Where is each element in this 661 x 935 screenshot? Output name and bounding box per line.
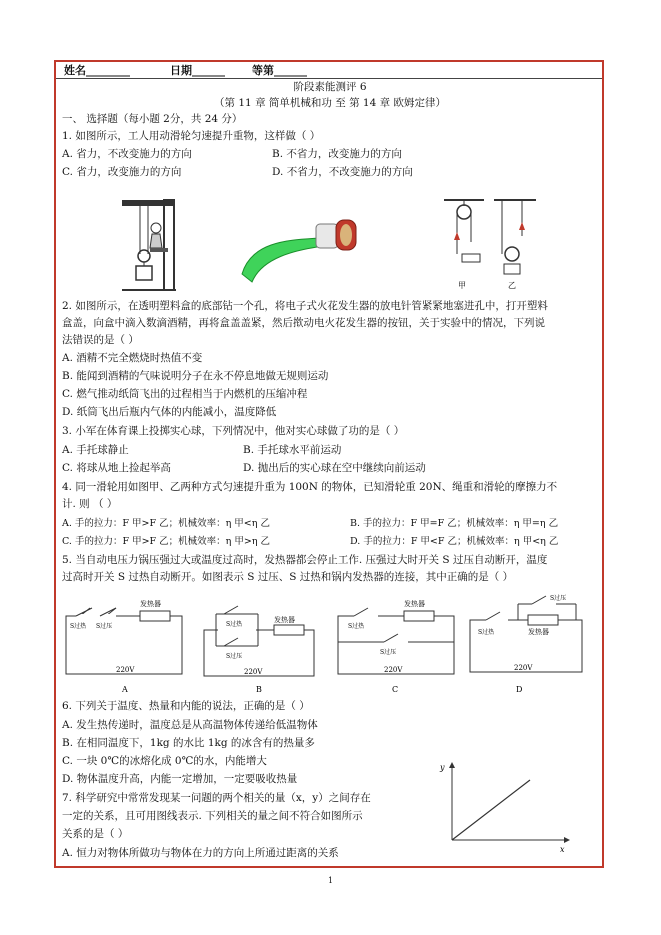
class-field: 等第______: [252, 64, 307, 77]
q5-line-2: 过高时开关 S 过热自动断开。如图表示 S 过压、S 过热和锅内发热器的连接，其中正确的是（ ）: [62, 571, 514, 583]
circuit-a-voltage: 220V: [116, 666, 135, 674]
circuit-b-voltage: 220V: [244, 668, 263, 676]
q1-option-b: B. 不省力，改变施力的方向: [272, 148, 402, 160]
q7-option-a: A. 恒力对物体所做功与物体在力的方向上所通过距离的关系: [62, 847, 339, 859]
q3-option-c: C. 将球从地上捡起举高: [62, 462, 171, 474]
q4-option-a: A. 手的拉力：F 甲>F 乙；机械效率：η 甲<η 乙: [62, 518, 270, 529]
page-number: 1: [327, 876, 334, 885]
q2-line-2: 盒盖，向盒中滴入数滴酒精，再将盒盖盖紧，然后揿动电火花发生器的按钮，关于实验中的情况，下列说: [62, 317, 545, 329]
q1-option-c: C. 省力，改变施力的方向: [62, 166, 182, 178]
q4-line-1: 4. 同一滑轮用如图甲、乙两种方式匀速提升重为 100N 的物体，已知滑轮重 20N、绳重和滑轮的摩擦力不: [62, 481, 558, 493]
q1-stem: 1. 如图所示，工人用动滑轮匀速提升重物，这样做（ ）: [62, 130, 321, 142]
q7-graph: [440, 760, 580, 852]
q4-line-2: 计. 则 （ ）: [62, 498, 118, 510]
circuit-a-label: A: [122, 685, 128, 694]
circuit-b: [198, 596, 323, 696]
q3-option-b: B. 手托球水平前运动: [243, 444, 342, 456]
q1-option-a: A. 省力，不改变施力的方向: [62, 148, 192, 160]
label-yi: 乙: [508, 281, 516, 290]
circuit-d-s-press: S过压: [550, 595, 567, 602]
q3-option-a: A. 手托球静止: [62, 444, 129, 456]
circuit-c-label: C: [392, 685, 399, 694]
circuit-b-s-press: S过压: [226, 653, 243, 660]
circuit-a: [62, 596, 187, 696]
q1-option-d: D. 不省力，不改变施力的方向: [272, 166, 413, 178]
q2-line-1: 2. 如图所示，在透明塑料盒的底部钻一个孔，将电子式火花发生器的放电针管紧紧地塞进孔中，打开塑料: [62, 300, 548, 312]
circuit-d-label: D: [516, 685, 523, 694]
circuit-d-voltage: 220V: [514, 664, 533, 672]
circuit-a-heater: 发热器: [140, 600, 161, 608]
pulley-jia-yi-figure: [440, 196, 540, 292]
q6-option-b: B. 在相同温度下，1kg 的水比 1kg 的冰含有的热量多: [62, 737, 315, 749]
q3-option-d: D. 抛出后的实心球在空中继续向前运动: [243, 462, 426, 474]
label-jia: 甲: [458, 281, 466, 290]
worker-pulley-figure: [120, 196, 180, 296]
name-field: 姓名________: [64, 64, 130, 77]
circuit-a-s-press: S过压: [96, 623, 113, 630]
q7-axis-x: x: [560, 845, 565, 854]
q4-option-d: D. 手的拉力：F 甲<F 乙；机械效率：η 甲<η 乙: [350, 536, 559, 547]
q7-line-3: 关系的是（ ）: [62, 828, 129, 840]
circuit-d: [466, 590, 591, 696]
q7-graph-line: [452, 780, 530, 840]
q6-option-d: D. 物体温度升高，内能一定增加，一定要吸收热量: [62, 773, 298, 785]
q7-line-1: 7. 科学研究中常常发现某一问题的两个相关的量（x，y）之间存在: [62, 792, 371, 804]
page-subtitle: （第 11 章 简单机械和功 至 第 14 章 欧姆定律）: [214, 97, 446, 109]
circuit-b-label: B: [256, 685, 262, 694]
circuit-c-heater: 发热器: [404, 600, 425, 608]
q3-stem: 3. 小军在体育课上投掷实心球，下列情况中，他对实心球做了功的是（ ）: [62, 425, 405, 437]
page-title: 阶段素能测评 6: [293, 81, 367, 93]
q6-option-c: C. 一块 0℃的冰熔化成 0℃的水，内能增大: [62, 755, 267, 767]
header-rule: [56, 78, 602, 79]
spark-bottle-figure: [232, 210, 362, 290]
header-fields: [60, 62, 600, 76]
circuit-c-s-press: S过压: [380, 649, 397, 656]
q4-option-c: C. 手的拉力：F 甲>F 乙；机械效率：η 甲>η 乙: [62, 536, 271, 547]
q6-option-a: A. 发生热传递时，温度总是从高温物体传递给低温物体: [62, 719, 318, 731]
circuit-a-s-heat: S过热: [70, 623, 87, 630]
q5-line-1: 5. 当自动电压力锅压强过大或温度过高时，发热器都会停止工作. 压强过大时开关 S 过压自动断开，温度: [62, 554, 548, 566]
circuit-c-voltage: 220V: [384, 666, 403, 674]
q2-option-b: B. 能闻到酒精的气味说明分子在永不停息地做无规则运动: [62, 370, 329, 382]
circuit-d-heater: 发热器: [528, 628, 549, 636]
q7-axis-y: y: [440, 763, 445, 772]
q2-line-3: 法错误的是（ ）: [62, 334, 139, 346]
q2-option-c: C. 燃气推动纸筒飞出的过程相当于内燃机的压缩冲程: [62, 388, 308, 400]
circuit-c: [334, 596, 459, 696]
q6-stem: 6. 下列关于温度、热量和内能的说法，正确的是（ ）: [62, 700, 310, 712]
date-field: 日期______: [170, 64, 225, 77]
circuit-b-heater: 发热器: [274, 616, 295, 624]
q4-option-b: B. 手的拉力：F 甲=F 乙；机械效率：η 甲=η 乙: [350, 518, 559, 529]
circuit-d-s-heat: S过热: [478, 629, 495, 636]
q2-option-d: D. 纸筒飞出后瓶内气体的内能减小，温度降低: [62, 406, 277, 418]
q2-option-a: A. 酒精不完全燃烧时热值不变: [62, 352, 203, 364]
circuit-b-s-heat: S过热: [226, 621, 243, 628]
q7-line-2: 一定的关系，且可用图线表示. 下列相关的量之间不符合如图所示: [62, 810, 363, 822]
section-heading: 一、 选择题（每小题 2分，共 24 分）: [62, 113, 243, 125]
circuit-c-s-heat: S过热: [348, 623, 365, 630]
